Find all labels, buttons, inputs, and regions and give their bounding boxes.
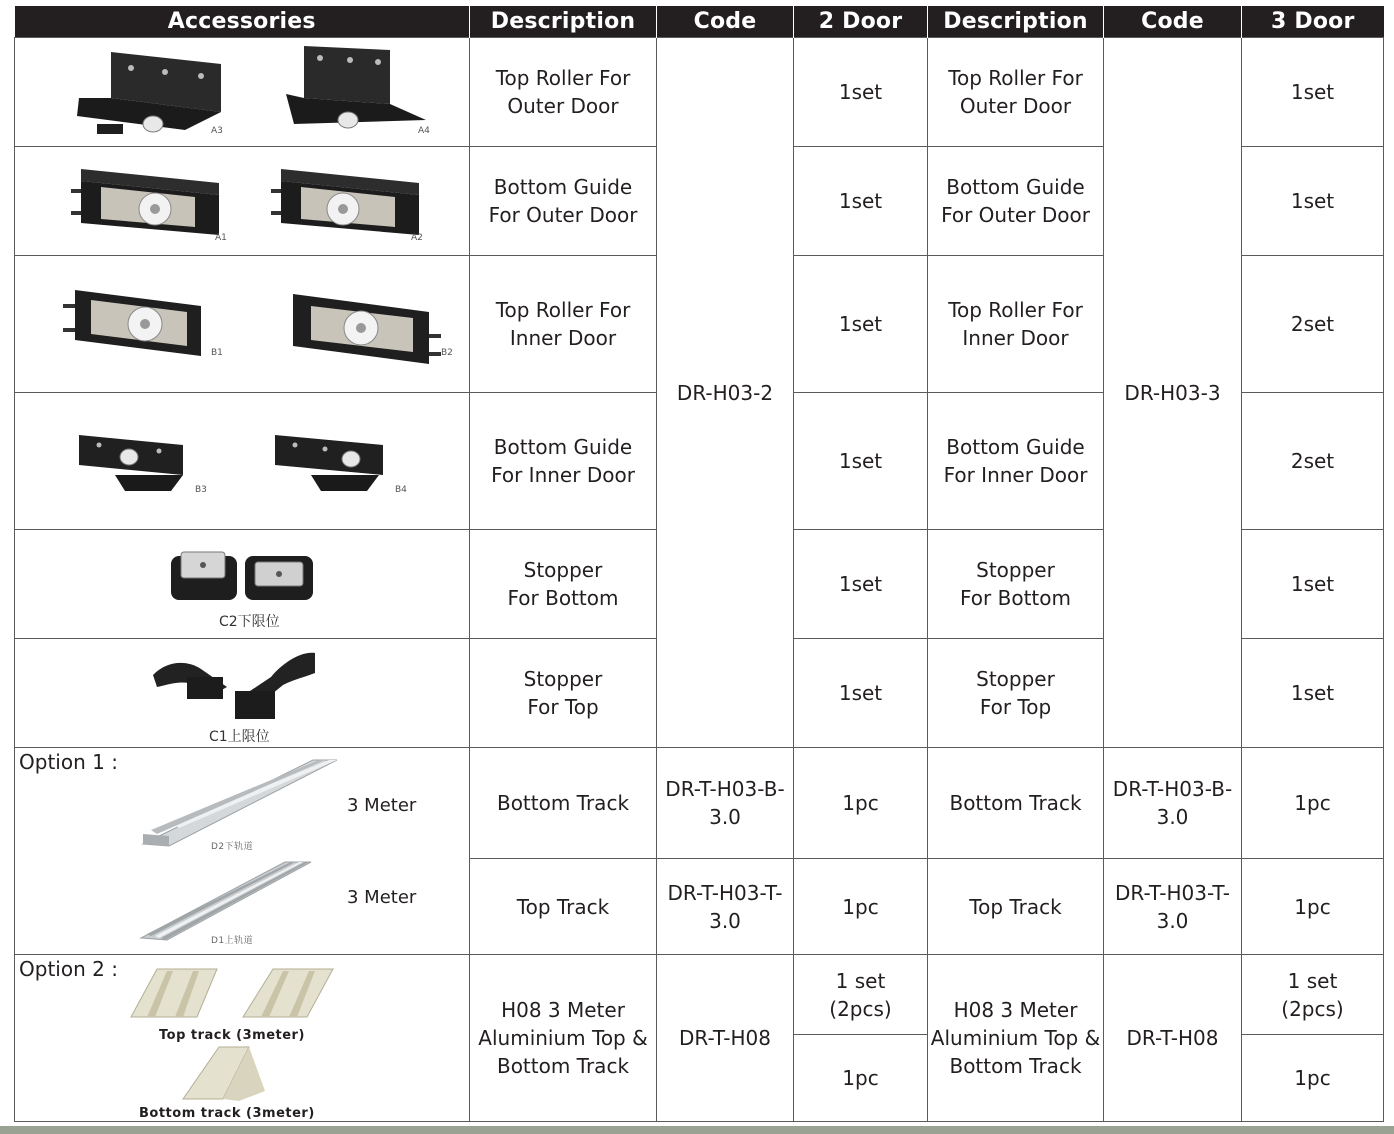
top-roller-bracket-icon xyxy=(280,40,430,138)
part-tag: D2下轨道 xyxy=(211,842,254,852)
qty-3door xyxy=(1242,955,1384,1035)
accessory-image-cell xyxy=(15,530,470,639)
bottom-guide-icon xyxy=(269,161,429,245)
description-cell xyxy=(928,639,1104,748)
code-cell: DR-T-H03-B-3.0 xyxy=(657,748,794,859)
description-cell xyxy=(470,530,657,639)
bottom-track-caption: Bottom track (3meter) xyxy=(139,1106,315,1121)
part-tag: A3 xyxy=(211,126,223,136)
option2-label: Option 2 : xyxy=(19,957,118,981)
description-cell xyxy=(928,38,1104,147)
description-text: Stopper For Bottom xyxy=(507,558,619,610)
accessory-image-cell xyxy=(15,393,470,530)
accessory-image-cell xyxy=(15,639,470,748)
description-text: Stopper For Bottom xyxy=(960,558,1071,610)
bottom-guide-inner-icon xyxy=(75,429,205,499)
description-cell xyxy=(470,639,657,748)
description-cell: Bottom Track xyxy=(470,748,657,859)
top-roller-inner-icon xyxy=(61,284,211,364)
accessory-image-cell xyxy=(15,38,470,147)
description-text: Top Roller For Outer Door xyxy=(948,66,1083,118)
description-cell: Top Track xyxy=(928,859,1104,955)
top-track-icon xyxy=(135,858,315,944)
code-cell: DR-T-H03-T-3.0 xyxy=(657,859,794,955)
code-cell: DR-T-H03-T-3.0 xyxy=(1104,859,1242,955)
description-cell xyxy=(928,955,1104,1122)
accessories-table xyxy=(14,6,1384,1122)
description-cell xyxy=(928,393,1104,530)
header-code-2door: Code xyxy=(657,6,794,38)
qty-3door: 1set xyxy=(1242,147,1384,256)
table-row xyxy=(15,748,1384,859)
accessory-image-cell xyxy=(15,256,470,393)
bottom-track-icon xyxy=(133,758,339,850)
part-tag: B1 xyxy=(211,348,223,358)
footer-strip xyxy=(0,1126,1394,1134)
part-tag: A1 xyxy=(215,233,227,243)
bottom-guide-icon xyxy=(69,161,229,245)
qty-2door xyxy=(794,955,928,1035)
header-description-2door: Description xyxy=(470,6,657,38)
description-text: Stopper For Top xyxy=(523,667,603,719)
description-text: Top Roller For Inner Door xyxy=(948,298,1083,350)
description-text: Top Roller For Outer Door xyxy=(495,66,631,118)
qty-3door: 1pc xyxy=(1242,1035,1384,1122)
description-text: H08 3 Meter Aluminium Top & Bottom Track xyxy=(478,998,648,1078)
qty-2door: 1set xyxy=(794,639,928,748)
qty-3door: 1set xyxy=(1242,38,1384,147)
top-roller-inner-icon xyxy=(279,288,449,368)
part-caption: C1上限位 xyxy=(209,729,270,745)
code-cell: DR-H03-2 xyxy=(657,38,794,748)
top-track-caption: Top track (3meter) xyxy=(159,1028,305,1043)
part-tag: B2 xyxy=(441,348,453,358)
code-cell: DR-T-H03-B-3.0 xyxy=(1104,748,1242,859)
part-tag: B3 xyxy=(195,485,207,495)
part-tag: A2 xyxy=(411,233,423,243)
qty-2door: 1set xyxy=(794,147,928,256)
header-2-door: 2 Door xyxy=(794,6,928,38)
description-text: Stopper For Top xyxy=(976,667,1055,719)
option2-cell xyxy=(15,955,470,1122)
header-code-3door: Code xyxy=(1104,6,1242,38)
description-text: Bottom Guide For Inner Door xyxy=(491,435,635,487)
description-cell: Top Track xyxy=(470,859,657,955)
qty-2door: 1pc xyxy=(794,1035,928,1122)
qty-2door: 1set xyxy=(794,393,928,530)
h08-top-track-icon xyxy=(127,965,235,1023)
header-accessories: Accessories xyxy=(15,6,470,38)
qty-3door: 2set xyxy=(1242,256,1384,393)
qty-2door: 1set xyxy=(794,530,928,639)
header-row xyxy=(15,6,1384,38)
qty-3door: 1pc xyxy=(1242,748,1384,859)
part-tag: A4 xyxy=(418,126,430,136)
qty-2door: 1pc xyxy=(794,859,928,955)
header-description-3door: Description xyxy=(928,6,1104,38)
part-tag: D1上轨道 xyxy=(211,936,254,946)
code-cell: DR-T-H08 xyxy=(1104,955,1242,1122)
description-cell xyxy=(928,147,1104,256)
description-cell xyxy=(470,393,657,530)
part-tag: B4 xyxy=(395,485,407,495)
description-cell xyxy=(470,955,657,1122)
qty-text: 1 set (2pcs) xyxy=(1281,968,1344,1021)
description-cell xyxy=(470,38,657,147)
description-cell: Bottom Track xyxy=(928,748,1104,859)
bottom-guide-inner-icon xyxy=(271,429,401,499)
code-cell: DR-H03-3 xyxy=(1104,38,1242,748)
description-text: Bottom Guide For Inner Door xyxy=(943,435,1088,487)
accessory-image-cell xyxy=(15,147,470,256)
part-caption: C2下限位 xyxy=(219,614,280,630)
option1-label: Option 1 : xyxy=(19,750,118,774)
description-text: Bottom Guide For Outer Door xyxy=(488,175,638,227)
table-row xyxy=(15,38,1384,147)
qty-2door: 1set xyxy=(794,38,928,147)
header-3-door: 3 Door xyxy=(1242,6,1384,38)
bottom-stopper-icon xyxy=(165,548,321,608)
qty-3door: 1pc xyxy=(1242,859,1384,955)
meter-label: 3 Meter xyxy=(347,795,417,816)
meter-label: 3 Meter xyxy=(347,887,417,908)
description-cell xyxy=(928,530,1104,639)
code-cell: DR-T-H08 xyxy=(657,955,794,1122)
description-cell xyxy=(928,256,1104,393)
description-text: Bottom Guide For Outer Door xyxy=(941,175,1090,227)
h08-top-track-icon xyxy=(239,965,339,1023)
description-text: Top Roller For Inner Door xyxy=(495,298,631,350)
top-stopper-icon xyxy=(149,647,319,725)
qty-3door: 1set xyxy=(1242,530,1384,639)
qty-2door: 1pc xyxy=(794,748,928,859)
description-cell xyxy=(470,256,657,393)
h08-bottom-track-icon xyxy=(179,1041,269,1105)
qty-3door: 2set xyxy=(1242,393,1384,530)
description-text: H08 3 Meter Aluminium Top & Bottom Track xyxy=(930,998,1101,1078)
qty-text: 1 set (2pcs) xyxy=(829,968,892,1021)
qty-2door: 1set xyxy=(794,256,928,393)
description-cell xyxy=(470,147,657,256)
qty-3door: 1set xyxy=(1242,639,1384,748)
top-roller-bracket-icon xyxy=(75,46,225,138)
option1-cell xyxy=(15,748,470,955)
table-row xyxy=(15,955,1384,1035)
